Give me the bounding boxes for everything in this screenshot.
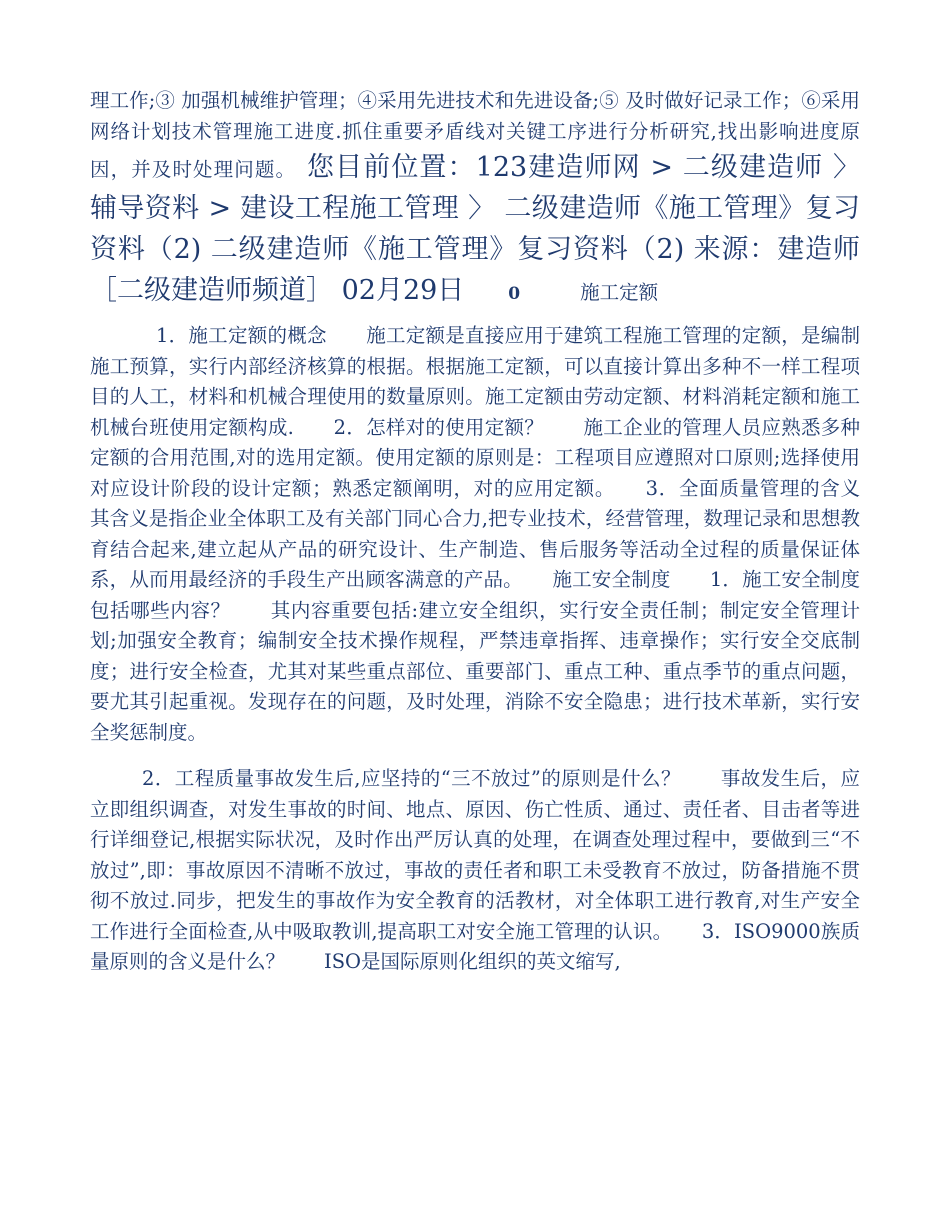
paragraph-construction-quota: 1．施工定额的概念 施工定额是直接应用于建筑工程施工管理的定额，是编制施工预算，实行内部经济核算的根据。根据施工定额，可以直接计算出多种不一样工程项目的人工，材料和机械合理使用的数量原则。施工定额由劳动定额、材料消耗定额和施工机械台班使用定额构成. 2．怎样对的使用定额？ 施工企业的管理人员应熟悉多种定额的合用范围,对的选用定额。使用定额的原则是：工程项目应遵照对口原则;选择使用对应设计阶段的设计定额；熟悉定额阐明，对的应用定额。 3．全面质量管理的含义 其含义是指企业全体职工及有关部门同心合力,把专业技术，经营管理，数理记录和思想教育结合起来,建立起从产品的研究设计、生产制造、售后服务等活动全过程的质量保证体系，从而用最经济的手段生产出顾客满意的产品。 施工安全制度 1．施工安全制度包括哪些内容？ 其内容重要包括:建立安全组织，实行安全责任制；制定安全管理计划;加强安全教育；编制安全技术操作规程，严禁违章指挥、违章操作；实行安全交底制度；进行安全检查，尤其对某些重点部位、重要部门、重点工种、重点季节的重点问题，要尤其引起重视。发现存在的问题，及时处理，消除不安全隐患；进行技术革新，实行安全奖惩制度。 [90, 324, 900, 744]
view-count: 0 [508, 284, 521, 304]
document-page [90, 86, 900, 978]
section-heading-construction-quota: 施工定额 [580, 281, 659, 304]
intro-text: 理工作;③ 加强机械维护管理；④采用先进技术和先进设备;⑤ 及时做好记录工作；⑥采用网络计划技术管理施工进度.抓住重要矛盾线对关键工序进行分析研究,找出影响进度原因，并及时处理问题。 [90, 89, 860, 181]
breadcrumb-location: 您目前位置：123建造师网 > 二级建造师 〉 辅导资料 > 建设工程施工管理 〉 二级建造师《施工管理》复习资料（2) 二级建造师《施工管理》复习资料（2) 来源：建造师［二级建造师频道］ 02月29日 [90, 152, 860, 306]
paragraph-intro [90, 86, 860, 311]
paragraph-quality-accident: 2．工程质量事故发生后,应坚持的“三不放过”的原则是什么？ 事故发生后，应立即组织调查，对发生事故的时间、地点、原因、伤亡性质、通过、责任者、目击者等进行详细登记,根据实际状况，及时作出严厉认真的处理，在调查处理过程中，要做到三“不放过”,即：事故原因不清晰不放过，事故的责任者和职工未受教育不放过，防备措施不贯彻不放过.同步，把发生的事故作为安全教育的活教材，对全体职工进行教育,对生产安全工作进行全面检查,从中吸取教训,提高职工对安全施工管理的认识。 3．ISO9000族质量原则的含义是什么？ ISO是国际原则化组织的英文缩写, [90, 767, 860, 973]
